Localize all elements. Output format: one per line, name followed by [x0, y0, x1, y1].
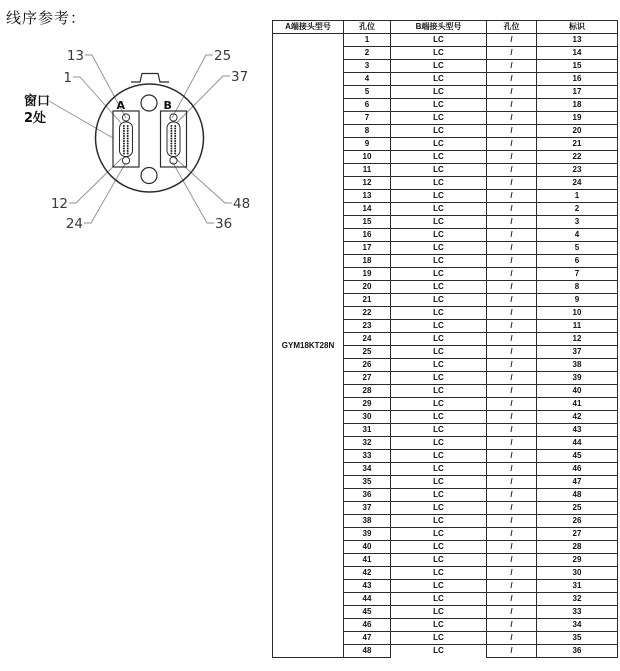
pin-label-25: 25	[214, 48, 232, 64]
mark-cell: 41	[537, 398, 618, 411]
mark-cell: 37	[537, 346, 618, 359]
pin-label-1: 1	[63, 70, 72, 86]
b-model-cell: LC	[391, 86, 487, 99]
a-hole-cell: 42	[344, 567, 391, 580]
a-hole-cell: 45	[344, 606, 391, 619]
a-hole-cell: 37	[344, 502, 391, 515]
b-model-cell: LC	[391, 151, 487, 164]
b-model-cell: LC	[391, 515, 487, 528]
b-hole-cell: /	[487, 645, 537, 658]
mark-cell: 29	[537, 554, 618, 567]
b-model-cell: LC	[391, 73, 487, 86]
pin-dot	[127, 135, 129, 137]
b-hole-cell: /	[487, 567, 537, 580]
table-body	[273, 34, 618, 658]
pin-dot	[127, 145, 129, 147]
guide-hole-bottom	[141, 168, 157, 184]
b-model-cell: LC	[391, 541, 487, 554]
b-model-cell: LC	[391, 47, 487, 60]
mark-cell: 36	[537, 645, 618, 658]
leader-line-25	[172, 55, 213, 118]
mark-cell: 39	[537, 372, 618, 385]
b-hole-cell: /	[487, 60, 537, 73]
b-hole-cell: /	[487, 515, 537, 528]
guide-hole-top	[141, 95, 157, 111]
b-model-cell: LC	[391, 177, 487, 190]
mark-cell: 42	[537, 411, 618, 424]
pin-dot	[127, 130, 129, 132]
pin-label-37: 37	[231, 69, 249, 85]
b-model-cell: LC	[391, 606, 487, 619]
insert-a-pins	[123, 125, 129, 155]
a-hole-cell: 1	[344, 34, 391, 47]
insert-b-outline	[161, 111, 187, 167]
a-hole-cell: 10	[344, 151, 391, 164]
b-model-cell: LC	[391, 229, 487, 242]
leader-line-36	[173, 162, 215, 223]
pin-dot	[123, 135, 125, 137]
b-model-cell: LC	[391, 216, 487, 229]
column-header: A端接头型号	[273, 21, 344, 34]
a-hole-cell: 8	[344, 125, 391, 138]
b-model-cell: LC	[391, 372, 487, 385]
b-model-cell: LC	[391, 437, 487, 450]
mark-cell: 6	[537, 255, 618, 268]
a-hole-cell: 21	[344, 294, 391, 307]
insert-a-letter: A	[116, 99, 126, 112]
pin-label-13: 13	[66, 48, 84, 64]
mark-cell: 33	[537, 606, 618, 619]
mark-cell: 30	[537, 567, 618, 580]
pin-dot	[174, 125, 176, 127]
b-hole-cell: /	[487, 307, 537, 320]
a-hole-cell: 16	[344, 229, 391, 242]
mark-cell: 26	[537, 515, 618, 528]
mark-cell: 4	[537, 229, 618, 242]
mark-cell: 40	[537, 385, 618, 398]
b-model-cell: LC	[391, 424, 487, 437]
a-hole-cell: 4	[344, 73, 391, 86]
pin-dot	[170, 130, 172, 132]
a-hole-cell: 2	[344, 47, 391, 60]
pin-dot	[127, 128, 129, 130]
a-hole-cell: 12	[344, 177, 391, 190]
pin-dot	[123, 128, 125, 130]
mark-cell: 46	[537, 463, 618, 476]
mark-cell: 38	[537, 359, 618, 372]
b-hole-cell: /	[487, 73, 537, 86]
a-hole-cell: 11	[344, 164, 391, 177]
b-hole-cell: /	[487, 372, 537, 385]
b-hole-cell: /	[487, 190, 537, 203]
pin-label-12: 12	[50, 196, 68, 212]
mark-cell: 1	[537, 190, 618, 203]
pin-dot	[170, 138, 172, 140]
b-hole-cell: /	[487, 580, 537, 593]
mark-cell: 45	[537, 450, 618, 463]
pin-dot	[174, 150, 176, 152]
pin-dot	[174, 128, 176, 130]
mark-cell: 44	[537, 437, 618, 450]
pin-dot	[123, 153, 125, 155]
connector-diagram	[0, 0, 272, 250]
pin-dot	[174, 143, 176, 145]
b-model-cell: LC	[391, 645, 487, 658]
leader-line-37	[177, 76, 231, 123]
a-hole-cell: 5	[344, 86, 391, 99]
b-hole-cell: /	[487, 86, 537, 99]
pin-dot	[170, 128, 172, 130]
mark-cell: 28	[537, 541, 618, 554]
b-model-cell: LC	[391, 593, 487, 606]
insert-a-outline	[113, 111, 139, 167]
mark-cell: 5	[537, 242, 618, 255]
mark-cell: 20	[537, 125, 618, 138]
b-model-cell: LC	[391, 255, 487, 268]
pin-dot	[170, 133, 172, 135]
pin-dot	[170, 140, 172, 142]
a-hole-cell: 20	[344, 281, 391, 294]
a-hole-cell: 15	[344, 216, 391, 229]
window-note-line2: 2处	[24, 111, 47, 126]
a-hole-cell: 25	[344, 346, 391, 359]
a-hole-cell: 3	[344, 60, 391, 73]
pin-dot	[123, 133, 125, 135]
mark-cell: 32	[537, 593, 618, 606]
mark-cell: 23	[537, 164, 618, 177]
a-hole-cell: 33	[344, 450, 391, 463]
a-hole-cell: 19	[344, 268, 391, 281]
column-header: 孔位	[487, 21, 537, 34]
pin-dot	[170, 153, 172, 155]
b-model-cell: LC	[391, 138, 487, 151]
pin-dot	[123, 140, 125, 142]
pin-dot	[174, 153, 176, 155]
a-hole-cell: 29	[344, 398, 391, 411]
insert-b-window	[167, 122, 180, 157]
a-hole-cell: 48	[344, 645, 391, 658]
mark-cell: 47	[537, 476, 618, 489]
mark-cell: 24	[537, 177, 618, 190]
insert-b-letter: B	[163, 99, 172, 112]
a-hole-cell: 18	[344, 255, 391, 268]
leader-line-1	[73, 77, 121, 123]
a-hole-cell: 35	[344, 476, 391, 489]
a-hole-cell: 30	[344, 411, 391, 424]
mark-cell: 11	[537, 320, 618, 333]
pin-dot	[123, 138, 125, 140]
b-model-cell: LC	[391, 619, 487, 632]
b-hole-cell: /	[487, 424, 537, 437]
b-hole-cell: /	[487, 281, 537, 294]
column-header: 标识	[537, 21, 618, 34]
b-hole-cell: /	[487, 606, 537, 619]
mark-cell: 31	[537, 580, 618, 593]
a-hole-cell: 32	[344, 437, 391, 450]
pin-dot	[174, 130, 176, 132]
b-hole-cell: /	[487, 203, 537, 216]
b-hole-cell: /	[487, 99, 537, 112]
b-model-cell: LC	[391, 164, 487, 177]
b-hole-cell: /	[487, 385, 537, 398]
leader-line-12	[69, 158, 122, 203]
a-hole-cell: 14	[344, 203, 391, 216]
mark-cell: 27	[537, 528, 618, 541]
mark-cell: 21	[537, 138, 618, 151]
b-hole-cell: /	[487, 47, 537, 60]
mark-cell: 14	[537, 47, 618, 60]
a-hole-cell: 47	[344, 632, 391, 645]
pin-dot	[170, 125, 172, 127]
pin-label-36: 36	[215, 216, 233, 232]
pin-dot	[127, 125, 129, 127]
b-hole-cell: /	[487, 437, 537, 450]
b-model-cell: LC	[391, 502, 487, 515]
a-hole-cell: 38	[344, 515, 391, 528]
wire-sequence-table-wrap	[272, 20, 618, 658]
a-hole-cell: 6	[344, 99, 391, 112]
b-model-cell: LC	[391, 307, 487, 320]
b-hole-cell: /	[487, 632, 537, 645]
a-hole-cell: 22	[344, 307, 391, 320]
b-hole-cell: /	[487, 151, 537, 164]
b-hole-cell: /	[487, 34, 537, 47]
b-model-cell: LC	[391, 203, 487, 216]
a-model-cell: GYM18KT28N	[273, 34, 344, 658]
pin-dot	[174, 140, 176, 142]
a-hole-cell: 39	[344, 528, 391, 541]
pin-dot	[127, 138, 129, 140]
pin-dot	[174, 138, 176, 140]
wire-sequence-table	[272, 20, 618, 658]
pin-dot	[170, 143, 172, 145]
b-model-cell: LC	[391, 60, 487, 73]
b-model-cell: LC	[391, 125, 487, 138]
pin-dot	[123, 150, 125, 152]
pin-label-24: 24	[65, 216, 83, 232]
b-model-cell: LC	[391, 268, 487, 281]
b-model-cell: LC	[391, 359, 487, 372]
b-hole-cell: /	[487, 528, 537, 541]
mark-cell: 15	[537, 60, 618, 73]
b-hole-cell: /	[487, 138, 537, 151]
b-model-cell: LC	[391, 281, 487, 294]
mark-cell: 7	[537, 268, 618, 281]
b-hole-cell: /	[487, 476, 537, 489]
a-hole-cell: 17	[344, 242, 391, 255]
a-hole-cell: 7	[344, 112, 391, 125]
b-model-cell: LC	[391, 320, 487, 333]
mark-cell: 16	[537, 73, 618, 86]
mark-cell: 17	[537, 86, 618, 99]
pin-dot	[174, 133, 176, 135]
pin-dot	[170, 135, 172, 137]
leader-line-24	[84, 163, 126, 223]
pin-dot	[127, 150, 129, 152]
mark-cell: 25	[537, 502, 618, 515]
a-hole-cell: 40	[344, 541, 391, 554]
b-hole-cell: /	[487, 216, 537, 229]
a-hole-cell: 24	[344, 333, 391, 346]
a-hole-cell: 43	[344, 580, 391, 593]
b-model-cell: LC	[391, 580, 487, 593]
a-hole-cell: 9	[344, 138, 391, 151]
pin-dot	[123, 125, 125, 127]
b-model-cell: LC	[391, 463, 487, 476]
b-hole-cell: /	[487, 320, 537, 333]
mark-cell: 34	[537, 619, 618, 632]
b-model-cell: LC	[391, 489, 487, 502]
b-model-cell: LC	[391, 99, 487, 112]
mark-cell: 19	[537, 112, 618, 125]
pin-dot	[127, 148, 129, 150]
table-header-row	[273, 21, 618, 34]
b-hole-cell: /	[487, 411, 537, 424]
a-hole-cell: 44	[344, 593, 391, 606]
pin-dot	[123, 148, 125, 150]
pin-dot	[174, 145, 176, 147]
pin-dot	[174, 148, 176, 150]
b-hole-cell: /	[487, 541, 537, 554]
b-model-cell: LC	[391, 632, 487, 645]
a-hole-cell: 13	[344, 190, 391, 203]
b-model-cell: LC	[391, 450, 487, 463]
b-hole-cell: /	[487, 489, 537, 502]
pin-dot	[123, 130, 125, 132]
pin-dot	[170, 150, 172, 152]
pin-dot	[123, 145, 125, 147]
b-model-cell: LC	[391, 346, 487, 359]
mark-cell: 12	[537, 333, 618, 346]
b-hole-cell: /	[487, 294, 537, 307]
leader-line-window	[49, 101, 113, 138]
b-hole-cell: /	[487, 593, 537, 606]
mark-cell: 2	[537, 203, 618, 216]
a-hole-cell: 34	[344, 463, 391, 476]
column-header: 孔位	[344, 21, 391, 34]
insert-a-window	[120, 122, 133, 157]
b-hole-cell: /	[487, 359, 537, 372]
b-model-cell: LC	[391, 190, 487, 203]
pin-dot	[127, 153, 129, 155]
pin-dot	[123, 143, 125, 145]
mark-cell: 13	[537, 34, 618, 47]
pin-dot	[174, 135, 176, 137]
b-hole-cell: /	[487, 333, 537, 346]
b-hole-cell: /	[487, 229, 537, 242]
b-model-cell: LC	[391, 528, 487, 541]
insert-a-screw-bottom	[122, 157, 129, 164]
b-model-cell: LC	[391, 294, 487, 307]
pin-dot	[170, 145, 172, 147]
b-model-cell: LC	[391, 411, 487, 424]
b-model-cell: LC	[391, 34, 487, 47]
a-hole-cell: 28	[344, 385, 391, 398]
mark-cell: 18	[537, 99, 618, 112]
a-hole-cell: 36	[344, 489, 391, 502]
mark-cell: 48	[537, 489, 618, 502]
b-hole-cell: /	[487, 398, 537, 411]
b-model-cell: LC	[391, 333, 487, 346]
b-model-cell: LC	[391, 112, 487, 125]
a-hole-cell: 23	[344, 320, 391, 333]
mark-cell: 3	[537, 216, 618, 229]
insert-b-pins	[170, 125, 176, 155]
mark-cell: 9	[537, 294, 618, 307]
b-hole-cell: /	[487, 619, 537, 632]
window-note-line1: 窗口	[24, 94, 51, 109]
page-title: 线序参考：	[6, 9, 87, 27]
pin-dot	[127, 133, 129, 135]
b-hole-cell: /	[487, 554, 537, 567]
mark-cell: 35	[537, 632, 618, 645]
b-hole-cell: /	[487, 268, 537, 281]
keyway-tab	[131, 74, 169, 83]
a-hole-cell: 26	[344, 359, 391, 372]
b-hole-cell: /	[487, 255, 537, 268]
b-hole-cell: /	[487, 177, 537, 190]
mark-cell: 43	[537, 424, 618, 437]
b-model-cell: LC	[391, 398, 487, 411]
connector-shell-outline	[96, 84, 204, 192]
a-hole-cell: 46	[344, 619, 391, 632]
pin-label-48: 48	[233, 196, 251, 212]
b-hole-cell: /	[487, 164, 537, 177]
b-model-cell: LC	[391, 476, 487, 489]
a-hole-cell: 41	[344, 554, 391, 567]
mark-cell: 22	[537, 151, 618, 164]
pin-dot	[127, 143, 129, 145]
b-hole-cell: /	[487, 502, 537, 515]
b-hole-cell: /	[487, 463, 537, 476]
b-model-cell: LC	[391, 242, 487, 255]
mark-cell: 8	[537, 281, 618, 294]
b-hole-cell: /	[487, 450, 537, 463]
b-hole-cell: /	[487, 242, 537, 255]
b-model-cell: LC	[391, 385, 487, 398]
pin-dot	[127, 140, 129, 142]
column-header: B端接头型号	[391, 21, 487, 34]
table-row	[273, 34, 618, 47]
b-hole-cell: /	[487, 112, 537, 125]
b-model-cell: LC	[391, 554, 487, 567]
b-hole-cell: /	[487, 346, 537, 359]
mark-cell: 10	[537, 307, 618, 320]
a-hole-cell: 27	[344, 372, 391, 385]
a-hole-cell: 31	[344, 424, 391, 437]
pin-dot	[170, 148, 172, 150]
b-hole-cell: /	[487, 125, 537, 138]
b-model-cell: LC	[391, 567, 487, 580]
